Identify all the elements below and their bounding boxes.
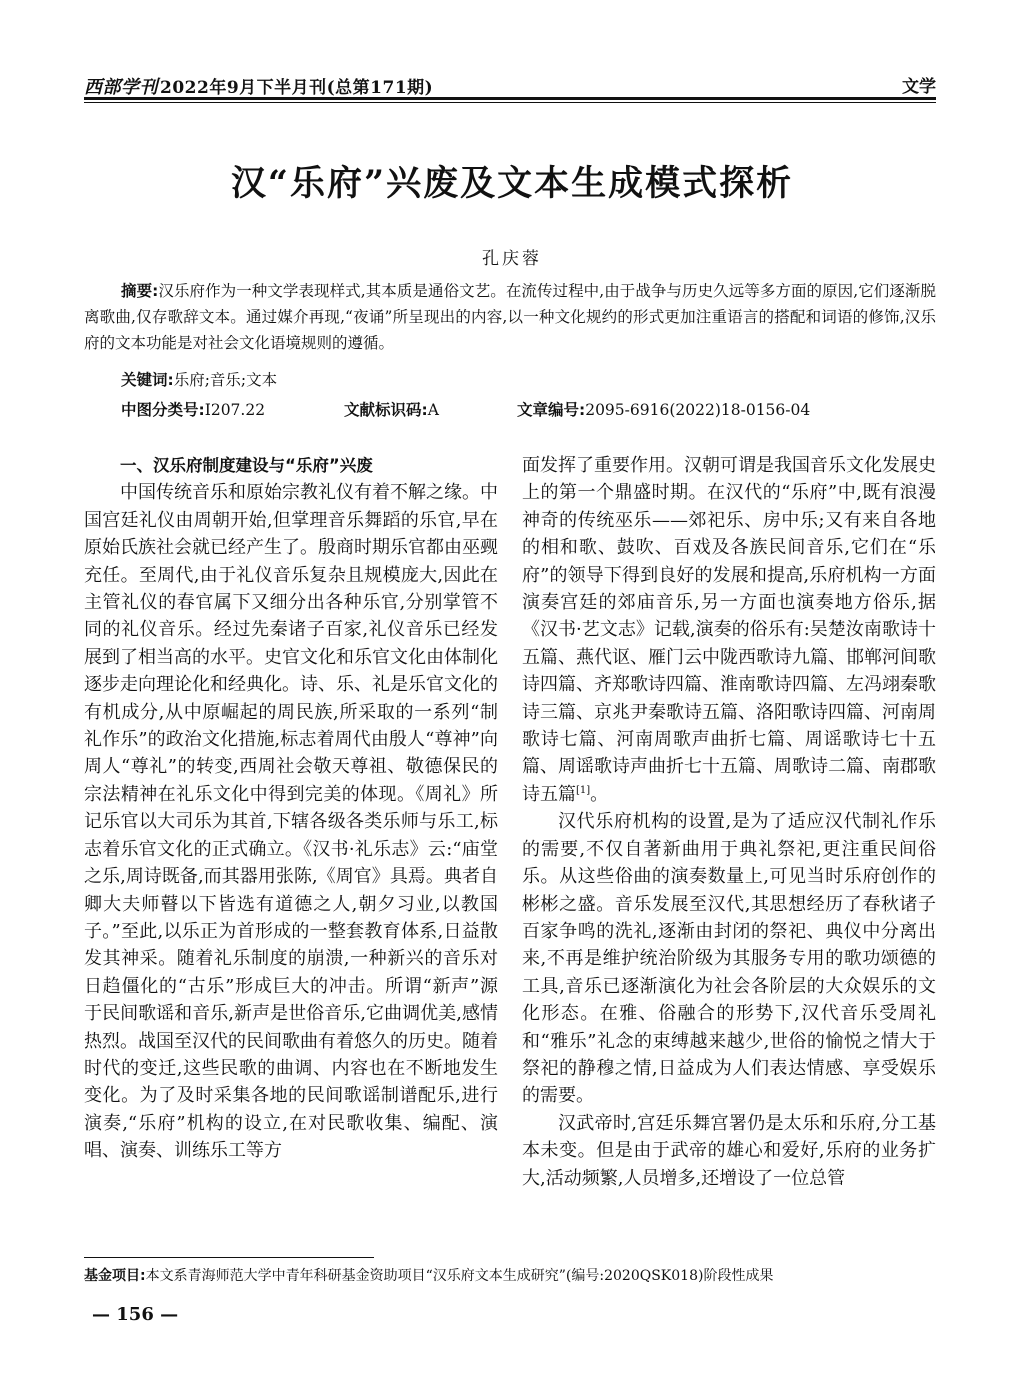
document-code: 文献标识码:A (344, 401, 439, 419)
journal-logo: 西部学刊 (84, 77, 158, 98)
citation-ref[interactable]: [1] (576, 784, 591, 796)
body-paragraph: 汉武帝时,宫廷乐舞宫署仍是太乐和乐府,分工基本未变。但是由于武帝的雄心和爱好,乐府的业务扩大,活动频繁,人员增多,还增设了一位总管 (522, 1112, 936, 1189)
abstract-label: 摘要: (121, 282, 159, 300)
section-heading: 一、汉乐府制度建设与“乐府”兴废 (120, 456, 373, 475)
section-name: 文学 (902, 77, 936, 97)
footnote-label: 基金项目: (84, 1268, 146, 1284)
body-paragraph: 中国传统音乐和原始宗教礼仪有着不解之缘。中国宫廷礼仪由周朝开始,但掌理音乐舞蹈的乐官,早在原始氏族社会就已经产生了。殷商时期乐官都由巫觋充任。至周代,由于礼仪音乐复杂且规模庞大,因此在主管礼仪的春官属下又细分出各种乐官,分别掌管不同的礼仪音乐。经过先秦诸子百家,礼仪音乐已经发展到了相当高的水平。史官文化和乐官文化由体制化逐步走向理论化和经典化。诗、乐、礼是乐官文化的有机成分,从中原崛起的周民族,所采取的一系列“制礼作乐”的政治文化措施,标志着周代由殷人“尊神”向周人“尊礼”的转变,西周社会敬天尊祖、敬德保民的宗法精神在礼乐文化中得到完美的体现。《周礼》所记乐官以大司乐为其首,下辖各级各类乐师与乐工,标志着乐官文化的正式确立。《汉书·礼乐志》云:“庙堂之乐,周诗既备,而其器用张陈,《周官》具焉。典者自卿大夫师瞽以下皆选有道德之人,朝夕习业,以教国子。”至此,以乐正为首形成的一整套教育体系,日益散发其神采。随着礼乐制度的崩溃,一种新兴的音乐对日趋僵化的“古乐”形成巨大的冲击。所谓“新声”源于民间歌谣和音乐,新声是世俗音乐,它曲调优美,感情热烈。战国至汉代的民间歌曲有着悠久的历史。随着时代的变迁,这些民歌的曲调、内容也在不断地发生变化。为了及时采集各地的民间歌谣制谱配乐,进行演奏,“乐府”机构的设立,在对民歌收集、编配、演唱、演奏、训练乐工等方 (84, 482, 498, 1162)
body-column-right (522, 452, 936, 1192)
article-title: 汉“乐府”兴废及文本生成模式探析 (230, 163, 794, 204)
footnote (84, 1265, 773, 1285)
keywords-label: 关键词: (121, 371, 174, 389)
body-column-left (84, 452, 498, 1165)
footnote-text: 本文系青海师范大学中青年科研基金资助项目“汉乐府文本生成研究”(编号:2020QSK018)阶段性成果 (145, 1268, 774, 1284)
header-rule (84, 97, 936, 100)
abstract-text: 汉乐府作为一种文学表现样式,其本质是通俗文艺。在流传过程中,由于战争与历史久远等多方面的原因,它们逐渐脱离歌曲,仅存歌辞文本。通过媒介再现,“夜诵”所呈现出的内容,以一种文化规约的形式更加注重语言的搭配和词语的修饰,汉乐府的文本功能是对社会文化语境规则的遵循。 (84, 282, 936, 352)
author-name: 孔庆蓉 (482, 249, 542, 269)
article-number: 文章编号:2095-6916(2022)18-0156-04 (517, 401, 811, 419)
keywords-text: 乐府;音乐;文本 (173, 371, 278, 389)
running-header (84, 73, 433, 99)
body-paragraph: 汉代乐府机构的设置,是为了适应汉代制礼作乐的需要,不仅自著新曲用于典礼祭祀,更注重民间俗乐。从这些俗曲的演奏数量上,可见当时乐府创作的彬彬之盛。音乐发展至汉代,其思想经历了春秋诸子百家争鸣的洗礼,逐渐由封闭的祭祀、典仪中分离出来,不再是维护统治阶级为其服务专用的歌功颂德的工具,音乐已逐渐演化为社会各阶层的大众娱乐的文化形态。在雅、俗融合的形势下,汉代音乐受周礼和“雅乐”礼念的束缚越来越少,世俗的愉悦之情大于祭祀的静穆之情,日益成为人们表达情感、享受娱乐的需要。 (522, 811, 936, 1107)
header-rule-thin (84, 102, 936, 103)
keywords (121, 368, 277, 390)
footnote-rule (84, 1257, 374, 1258)
body-paragraph-continued: 面发挥了重要作用。汉朝可谓是我国音乐文化发展史上的第一个鼎盛时期。在汉代的“乐府”中,既有浪漫神奇的传统巫乐——郊祀乐、房中乐;又有来自各地的相和歌、鼓吹、百戏及各族民间音乐,它们在“乐府”的领导下得到良好的发展和提高,乐府机构一方面演奏宫廷的郊庙音乐,另一方面也演奏地方俗乐,据《汉书·艺文志》记载,演奏的俗乐有:吴楚汝南歌诗十五篇、燕代讴、雁门云中陇西歌诗九篇、邯郸河间歌诗四篇、齐郑歌诗四篇、淮南歌诗四篇、左冯翊秦歌诗三篇、京兆尹秦歌诗五篇、洛阳歌诗四篇、河南周歌诗七篇、河南周歌声曲折七篇、周谣歌诗七十五篇、周谣歌诗声曲折七十五篇、周歌诗二篇、南郡歌诗五篇[1]。 (522, 455, 936, 805)
issue-info: 2022年9月下半月刊(总第171期) (160, 78, 434, 98)
clc-number: 中图分类号:I207.22 (121, 401, 266, 419)
abstract (84, 278, 936, 356)
page-number: — 156 — (92, 1304, 179, 1325)
